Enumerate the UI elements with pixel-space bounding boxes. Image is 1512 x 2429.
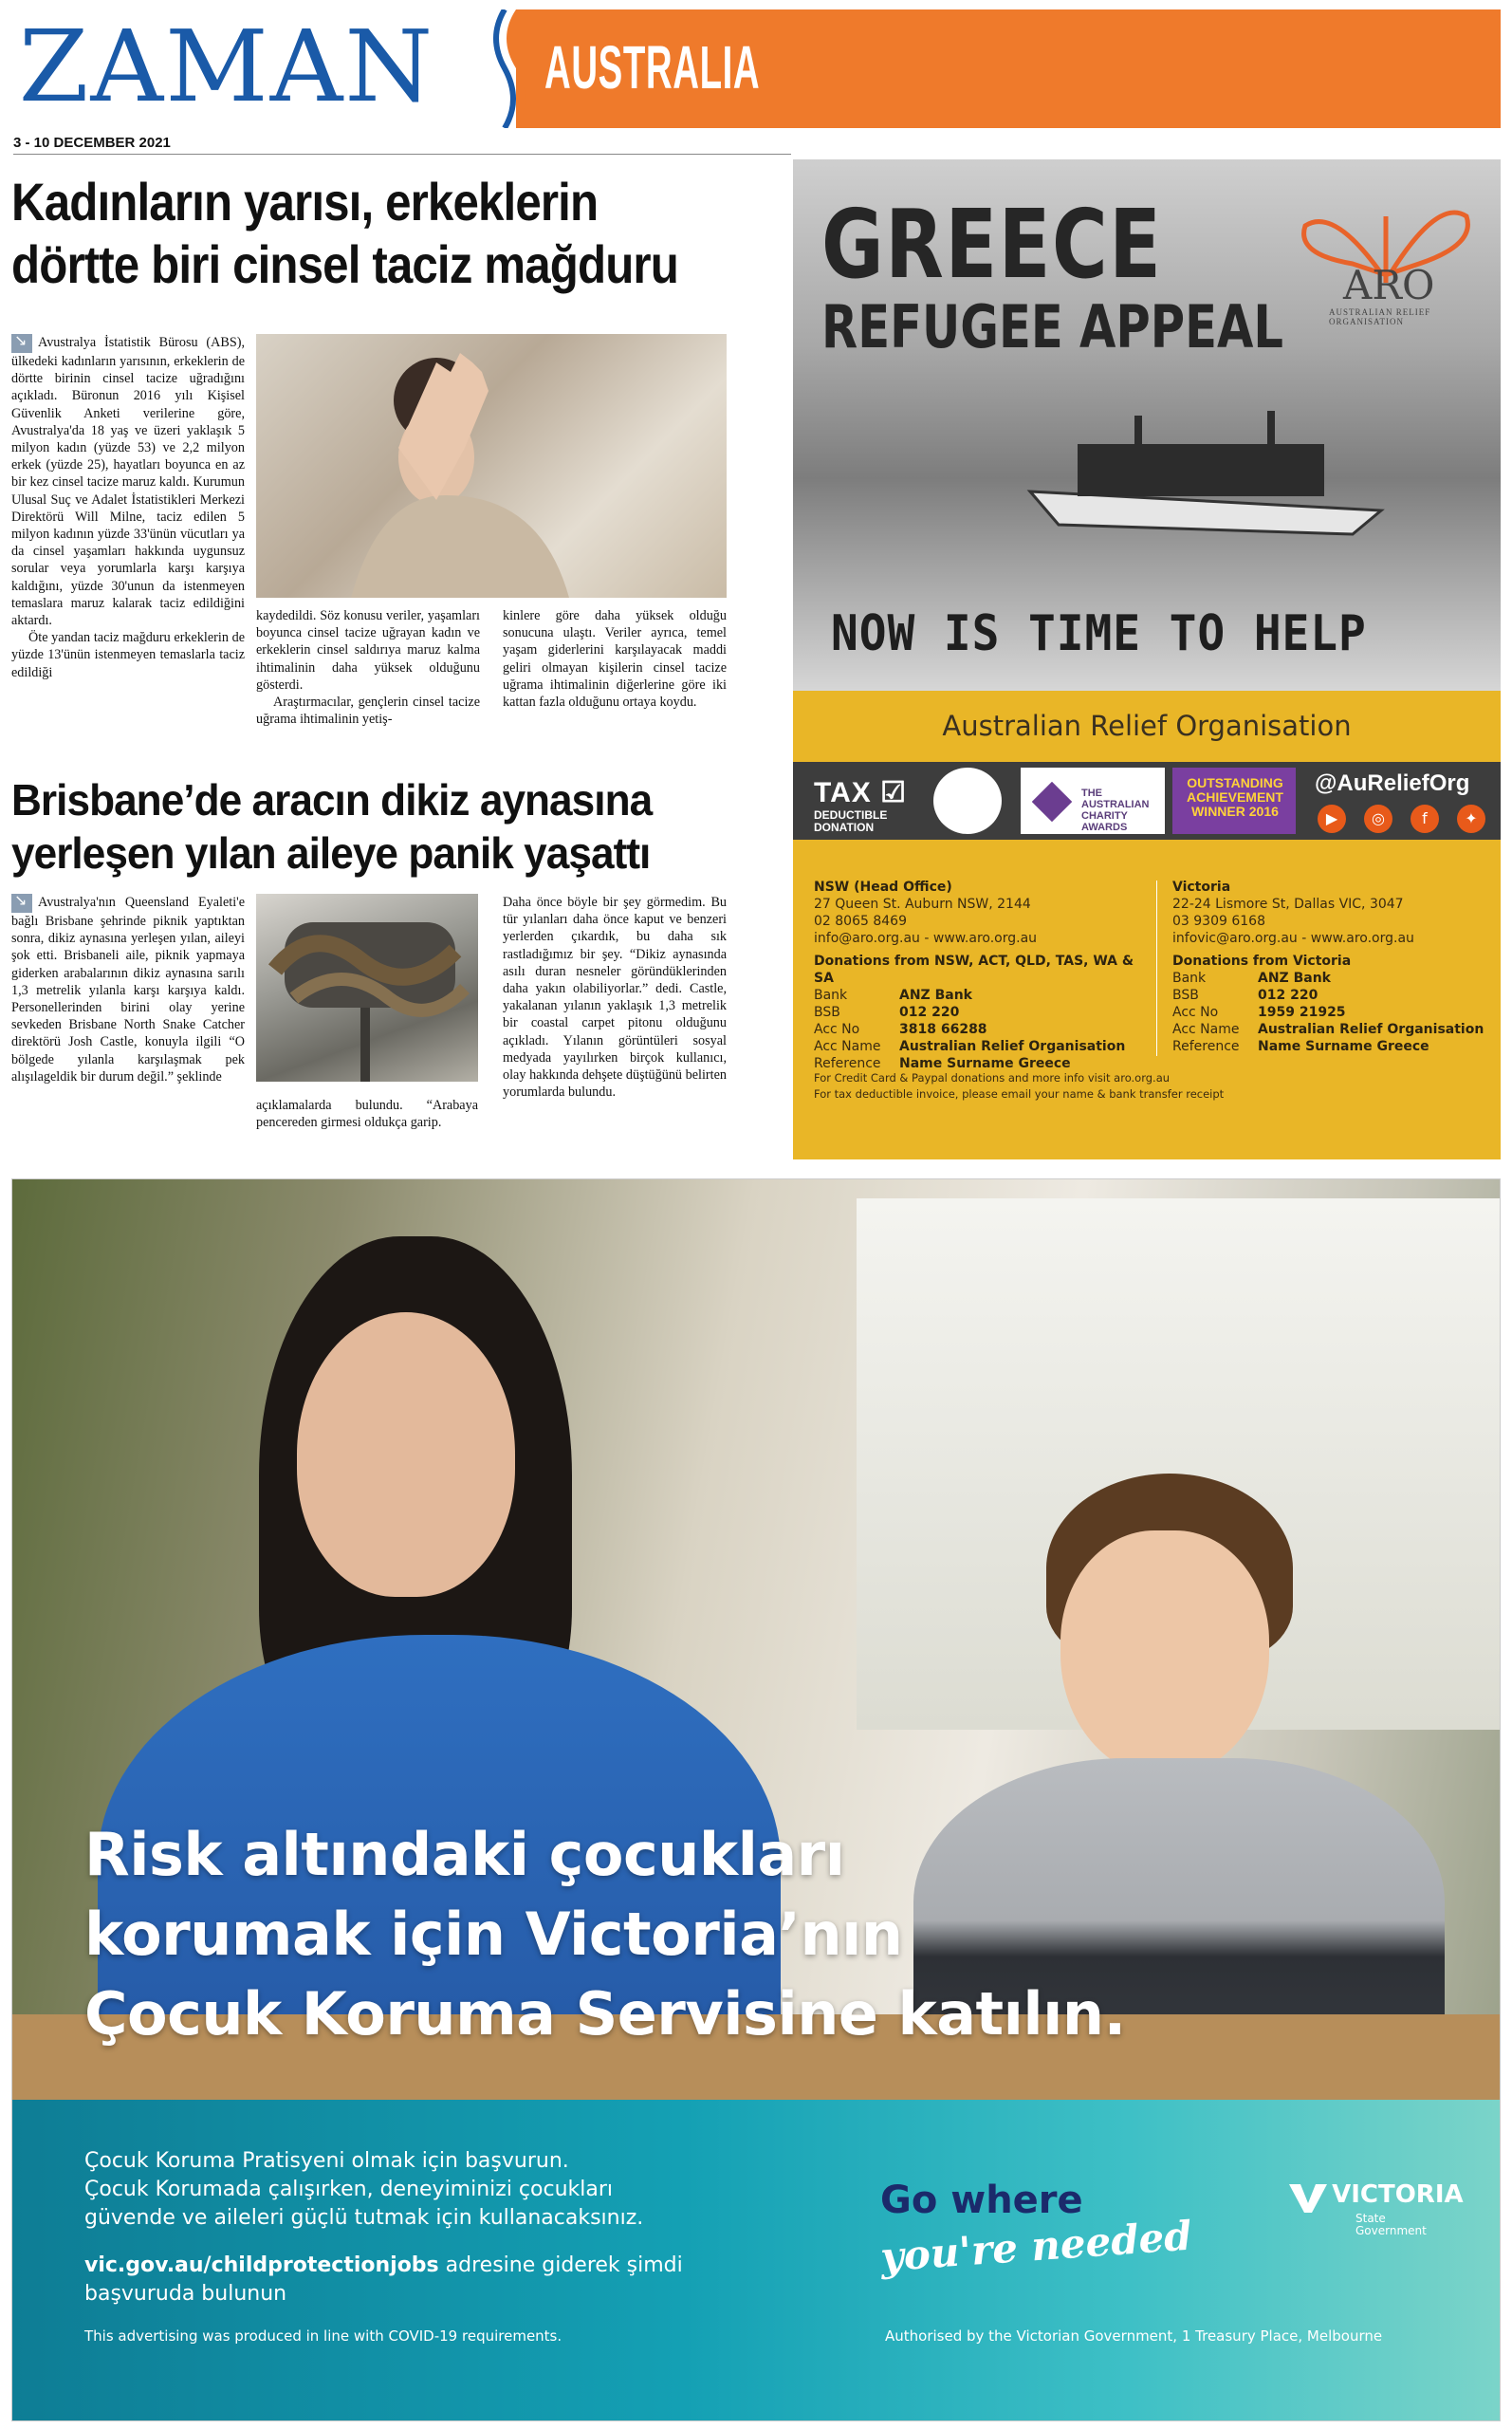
headline-line: korumak için Victoria’nın [84,1900,903,1969]
headline-line: dörtte biri cinsel taciz mağduru [11,234,678,294]
article2-headline [11,773,758,880]
bsb-key: BSB [1172,988,1199,1003]
article2-column1 [11,894,245,1085]
acc-name-key: Acc Name [1172,1022,1240,1037]
article-text: Araştırmacılar, gençlerin cinsel tacize uğrama ihtimalinin yetiş- [256,695,480,728]
aro-logo-subtitle: AUSTRALIAN RELIEF ORGANISATION [1329,307,1431,326]
article-text: açıklamalarda bulundu. “Arabaya pencereden girmesi oldukça garip. [256,1098,478,1131]
snake-mirror-image [256,894,478,1082]
logo-sub: State [1355,2211,1386,2225]
vic-apply-text [84,2252,683,2308]
award-line: ACHIEVEMENT [1187,789,1283,805]
article-text: kinlere göre daha yüksek olduğu sonucuna ulaştı. Veriler ayrıca, temel yaşam giderlerini karşılayacak maddi geliri olmayan kişilerin cinsel tacize uğrama ihtimalinin diğerlerine göre iki kattan fazla olduğunu ortaya koydu. [503,608,727,711]
footnote-line: For tax deductible invoice, please email your name & bank transfer receipt [814,1087,1225,1101]
woman-hand-image [256,334,727,598]
greece-footnote [814,1070,1224,1103]
tax-deductible-badge [814,776,907,834]
vic-heading: Victoria [1172,880,1231,895]
headline-line: Çocuk Koruma Servisine katılın. [84,1979,1126,2049]
boy-face [1060,1530,1269,1777]
masthead-edition: AUSTRALIA [544,33,761,102]
authorised-note: Authorised by the Victorian Government, 1 Treasury Place, Melbourne [885,2327,1383,2345]
nsw-donations-heading: Donations from NSW, ACT, QLD, TAS, WA & SA [814,954,1134,986]
boat-image [1021,406,1400,539]
social-handle[interactable]: @AuReliefOrg [1315,770,1470,796]
vic-address: 22-24 Lismore St, Dallas VIC, 3047 [1172,897,1404,912]
article2-column2 [256,1097,478,1131]
vic-phone[interactable]: 03 9309 6168 [1172,914,1265,929]
headline-line: Kadınların yarısı, erkeklerin [11,172,599,232]
twitter-icon[interactable]: ✦ [1457,805,1485,833]
article-text: Avustralya'nın Queensland Eyaleti'e bağlı Brisbane şehrinde piknik yaptıktan sonra, dikiz aynasına yerleşen yılan, aileyi şok etti. Brisbaneli aile, piknik yapmaya giderken arabalarının dikiz aynasına sarılı 1,3 metrelik yılanla karşı karşıya kaldı. Personellerinden birini olay yerine sevkeden Brisbane North Snake Catcher direktörü Josh Castle, konuyla ilgili “O bölgede yılanla karşılaşmak pek alışılageldik bir durum değil.” şeklinde [11,895,245,1085]
article-text: kaydedildi. Söz konusu veriler, yaşamları boyunca cinsel tacize uğrayan kadın ve erkeklerin cinsel saldırıya maruz kalma ihtimalinin daha yüksek olduğunu gösterdi. [256,608,480,693]
v-logo-icon [1289,2184,1327,2213]
bsb-value: 012 220 [899,1005,960,1020]
nsw-phone[interactable]: 02 8065 8469 [814,914,907,929]
body-line: Çocuk Koruma Pratisyeni olmak için başvurun. [84,2149,569,2173]
tax-label: TAX [814,777,872,808]
facebook-icon[interactable]: f [1411,805,1439,833]
acc-key: Acc No [1172,1005,1219,1020]
greece-appeal-ad[interactable] [793,159,1501,1159]
acc-value: 1959 21925 [1258,1005,1346,1020]
masthead-title: ZAMAN [18,9,435,124]
divider [1156,881,1157,1056]
article1-column3 [503,607,727,711]
logo-sub: Government [1355,2223,1427,2237]
woman-face [297,1312,515,1597]
award-line: WINNER 2016 [1191,804,1279,819]
bsb-value: 012 220 [1258,988,1318,1003]
article-text: Avustralya İstatistik Bürosu (ABS), ülkedeki kadınların yarısının, erkeklerin de dörtte birinin cinsel tacize uğradığını açıkladı. Büronun 2016 yılı Kişisel Güvenlik Anketi verilerine göre, Avustralya'da 18 yaş ve üzeri yaklaşık 5 milyon kadın (yüzde 53) ve 2,2 milyon erkek (yüzde 25), hayatları boyunca en az bir kez cinsel tacize maruz kaldı. Kurumun Ulusal Suç ve Adalet İstatistikleri Merkezi Direktörü Will Milne, taciz edilen 5 milyon kadının yüzde 33'ünün vücutları ya da cinsel yaşamları hakkında uygunsuz sorular veya yorumlarla karşı karşıya kaldığını, yüzde 30'unun da istenmeyen temaslara maruz kalarak taciz edildiğini aktardı. [11,335,245,629]
youtube-icon[interactable]: ▶ [1318,805,1346,833]
bank-value: ANZ Bank [899,988,972,1003]
covid-note: This advertising was produced in line with COVID-19 requirements. [84,2327,562,2345]
reference-value: Name Surname Greece [1258,1039,1429,1054]
body-line: Çocuk Korumada çalışırken, deneyiminizi çocukları [84,2178,614,2201]
article2-column3 [503,894,727,1101]
youre-needed-logo: you're needed [878,2212,1194,2281]
arrow-icon [11,894,32,913]
body-line: güvende ve aileleri güçlü tutmak için kullanacaksınız. [84,2206,644,2230]
charity-awards-text: THE AUSTRALIAN CHARITY AWARDS [1081,788,1150,833]
bank-value: ANZ Bank [1258,971,1331,986]
acc-name-value: Australian Relief Organisation [1258,1022,1484,1037]
issue-date: 3 - 10 DECEMBER 2021 [13,135,171,151]
masthead [13,9,1501,128]
article1-photo [256,334,727,598]
vic-body-text [84,2147,643,2233]
charity-awards-icon [1032,782,1072,822]
tax-sub1: DEDUCTIBLE [814,808,888,822]
reference-value: Name Surname Greece [899,1056,1071,1071]
headline-line: Risk altındaki çocukları [84,1820,845,1889]
article2-photo [256,894,478,1082]
victoria-child-protection-ad[interactable] [11,1178,1501,2421]
bank-key: Bank [814,988,848,1003]
url-rest: adresine giderek şimdi [438,2253,683,2277]
victoria-logo-text: VICTORIA [1332,2180,1464,2209]
article1-headline [11,171,696,296]
registered-charity-badge-icon [933,768,1002,834]
article-text: Daha önce böyle bir şey görmedim. Bu tür yılanları daha önce kaput ve benzeri yerlerden çıkardık, bu daha sık rastladığımız bir şey. “Dikiz aynasında asılı duran nesneler göründüklerinden daha yakın olabiliyorlar.” dedi. Castle, yakalanan yılanın yaklaşık 1,3 metrelik bir coastal carpet pitonu olduğunu açıkladı. Yılanın görüntüleri sosyal medyada yayılırken birçok kullanıcı, olay hakkında dehşete düştüğünü belirten yorumlarda bulundu. [503,895,727,1101]
greece-org-name: Australian Relief Organisation [942,710,1352,742]
nsw-office-info [814,879,1136,1072]
article1-column2 [256,607,480,728]
award-text [1184,776,1286,819]
nsw-web[interactable]: info@aro.org.au - www.aro.org.au [814,931,1038,946]
acc-name-key: Acc Name [814,1039,881,1054]
tax-sub2: DONATION [814,821,875,834]
nsw-heading: NSW (Head Office) [814,880,952,895]
reference-key: Reference [814,1056,881,1071]
url-line2: başvuruda bulunun [84,2282,287,2306]
acc-name-value: Australian Relief Organisation [899,1039,1126,1054]
victoria-government-logo [1289,2180,1464,2237]
greece-title-line2: REFUGEE APPEAL [821,292,1283,362]
acc-value: 3818 66288 [899,1022,987,1037]
acc-key: Acc No [814,1022,860,1037]
arrow-icon [11,334,32,353]
vic-web[interactable]: infovic@aro.org.au - www.aro.org.au [1172,931,1414,946]
aro-logo-text: ARO [1343,262,1435,308]
vic-office-info [1172,879,1495,1055]
award-line: OUTSTANDING [1187,775,1283,790]
bsb-key: BSB [814,1005,840,1020]
vic-headline [84,1815,1126,2054]
article-text: Öte yandan taciz mağduru erkeklerin de yüzde 13'ünün istenmeyen temaslarla taciz edildiği [11,630,245,680]
divider [13,154,791,155]
reference-key: Reference [1172,1039,1240,1054]
go-where-logo: Go where [880,2179,1083,2222]
vic-url-link[interactable]: vic.gov.au/childprotectionjobs [84,2253,439,2277]
greece-tagline: NOW IS TIME TO HELP [831,605,1367,662]
headline-line: yerleşen yılan aileye panik yaşattı [11,828,651,878]
footnote-line: For Credit Card & Paypal donations and more info visit aro.org.au [814,1071,1171,1085]
vic-donations-heading: Donations from Victoria [1172,954,1352,969]
nsw-address: 27 Queen St. Auburn NSW, 2144 [814,897,1031,912]
checkbox-icon: ☑ [880,777,908,808]
headline-line: Brisbane’de aracın dikiz aynasına [11,775,653,825]
greece-title-line1: GREECE [821,189,1163,300]
instagram-icon[interactable]: ◎ [1364,805,1392,833]
article1-column1 [11,334,245,681]
bank-key: Bank [1172,971,1207,986]
